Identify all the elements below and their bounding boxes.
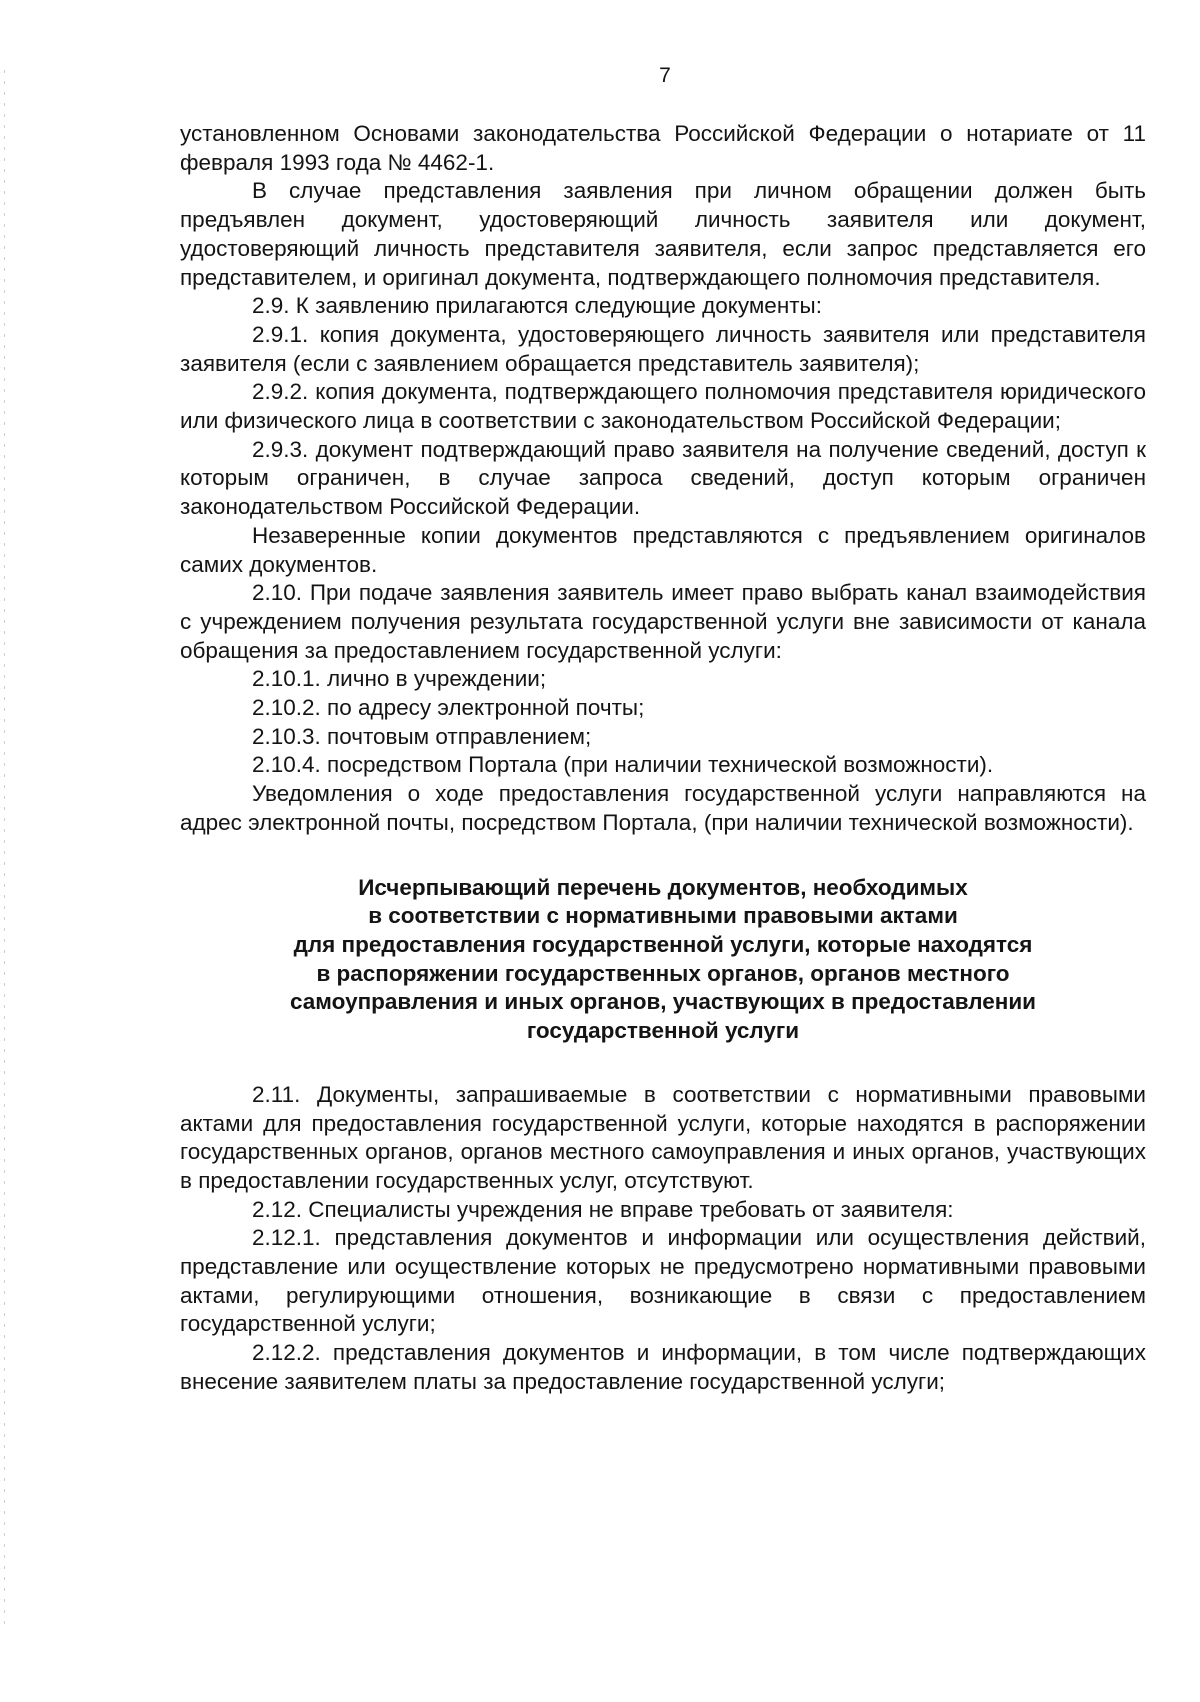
heading-line: в соответствии с нормативными правовыми актами <box>368 903 958 929</box>
heading-line: Исчерпывающий перечень документов, необходимых <box>358 874 968 900</box>
paragraph-personal-appeal: В случае представления заявления при личном обращении должен быть предъявлен документ, удостоверяющий личность заявителя или документ, удостоверяющий личность представителя заявителя, если запрос представляется его представителем, и оригинал документа, подтверждающего полномочия представителя. <box>180 178 1146 290</box>
document-body <box>180 120 1146 1397</box>
section-heading <box>180 874 1146 1046</box>
paragraph-notifications: Уведомления о ходе предоставления государственной услуги направляются на адрес электронной почты, посредством Портала, (при наличии технической возможности). <box>180 781 1146 835</box>
clause-2-10-4: 2.10.4. посредством Портала (при наличии технической возможности). <box>252 752 994 778</box>
heading-line: для предоставления государственной услуги, которые находятся <box>293 931 1033 957</box>
heading-line: государственной услуги <box>526 1018 800 1044</box>
clause-2-12-2: 2.12.2. представления документов и информации, в том числе подтверждающих внесение заявителем платы за предоставление государственной услуги; <box>180 1340 1146 1394</box>
clause-2-9-1: 2.9.1. копия документа, удостоверяющего личность заявителя или представителя заявителя (если с заявлением обращается представитель заявителя); <box>180 321 1146 376</box>
spacer <box>180 838 1146 874</box>
clause-2-12-1: 2.12.1. представления документов и информации или осуществления действий, представление или осуществление которых не предусмотрено нормативными правовыми актами, регулирующими отношения, возникающие в связи с предоставлением государственной услуги; <box>180 1225 1146 1337</box>
clause-2-9-2: 2.9.2. копия документа, подтверждающего полномочия представителя юридического или физического лица в соответствии с законодательством Российской Федерации; <box>180 379 1146 434</box>
clause-2-10-3: 2.10.3. почтовым отправлением; <box>252 723 592 749</box>
page-number: 7 <box>659 64 671 87</box>
paragraph-continuation: установленном Основами законодательства Российской Федерации о нотариате от 11 февраля 1993 года № 4462-1. <box>180 121 1146 175</box>
spacer <box>180 1046 1146 1081</box>
paragraph-uncertified-copies: Незаверенные копии документов представляются с предъявлением оригиналов самих документов. <box>180 522 1146 577</box>
clause-2-11: 2.11. Документы, запрашиваемые в соответствии с нормативными правовыми актами для предоставления государственной услуги, которые находятся в распоряжении государственных органов, органов местного самоуправления и иных органов, участвующих в предоставлении государственных услуг, отсутствуют. <box>180 1081 1146 1193</box>
heading-line: самоуправления и иных органов, участвующих в предоставлении <box>289 989 1037 1015</box>
heading-line: в распоряжении государственных органов, органов местного <box>316 960 1010 986</box>
clause-2-9: 2.9. К заявлению прилагаются следующие документы: <box>252 293 822 319</box>
clause-2-10-2: 2.10.2. по адресу электронной почты; <box>252 695 645 721</box>
clause-2-10: 2.10. При подаче заявления заявитель имеет право выбрать канал взаимодействия с учреждением получения результата государственной услуги вне зависимости от канала обращения за предоставлением государственной услуги: <box>180 580 1146 663</box>
scan-margin-mark <box>4 70 5 1630</box>
clause-2-12: 2.12. Специалисты учреждения не вправе требовать от заявителя: <box>252 1196 954 1222</box>
clause-2-10-1: 2.10.1. лично в учреждении; <box>252 666 547 692</box>
clause-2-9-3: 2.9.3. документ подтверждающий право заявителя на получение сведений, доступ к которым ограничен, в случае запроса сведений, доступ которым ограничен законодательством Российской Федерации. <box>180 436 1146 520</box>
